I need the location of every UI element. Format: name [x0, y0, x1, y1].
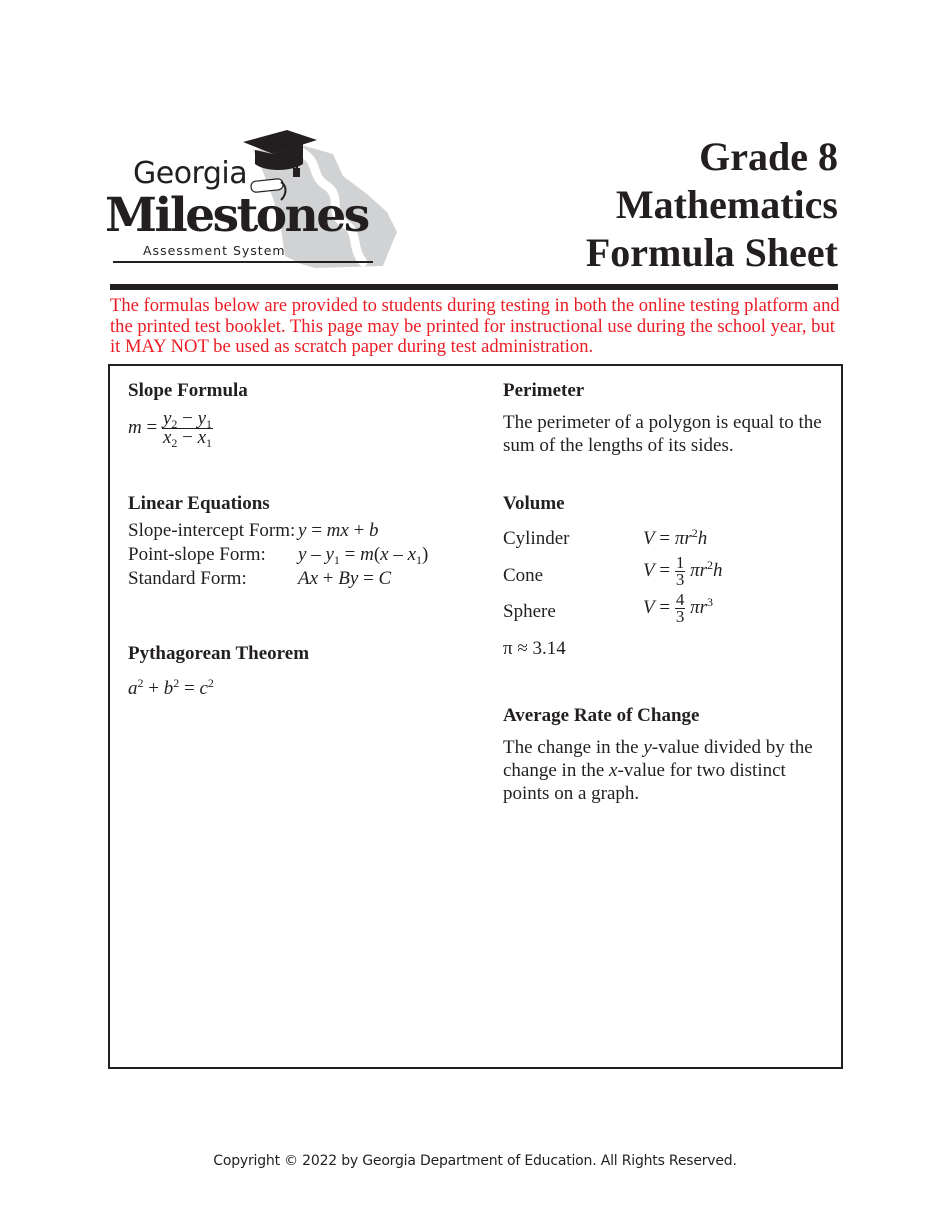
cylinder-label: Cylinder [503, 528, 570, 549]
instructions-notice: The formulas below are provided to students during testing in both the online testing platform and the printed test booklet. This page may be printed for instructional use during the school year, but it MAY NOT be used as scratch paper during test administration. [110, 295, 840, 357]
logo-subtitle: Assessment System [143, 243, 286, 258]
perimeter-line-2: sum of the lengths of its sides. [503, 435, 734, 456]
slope-formula: m = $\frac{y_2 - y_1}{x_2 - x_1}$ [128, 408, 213, 450]
georgia-milestones-logo [105, 128, 405, 273]
logo-underline [113, 261, 373, 263]
standard-form-formula: Ax + By = C [298, 568, 392, 589]
logo-georgia-text: Georgia [133, 156, 248, 191]
formula-box [108, 364, 843, 1069]
cone-label: Cone [503, 565, 544, 586]
pythagorean-formula: $a^2 + b^2 = c^2$ [128, 676, 214, 699]
title-sheet: Formula Sheet [585, 230, 838, 275]
point-slope-label: Point-slope Form: [128, 544, 266, 565]
rate-line-3: points on a graph. [503, 783, 640, 804]
copyright-footer: Copyright © 2022 by Georgia Department of Education. All Rights Reserved. [213, 1153, 737, 1169]
title-grade: Grade 8 [699, 134, 838, 179]
rate-line-1: The change in the y-value divided by the [503, 737, 813, 758]
rate-line-2: change in the x-value for two distinct [503, 760, 786, 781]
sphere-label: Sphere [503, 601, 556, 622]
cylinder-formula: $V = \pi r^2h$ [643, 526, 708, 549]
volume-heading: Volume [503, 493, 565, 514]
linear-equations-heading: Linear Equations [128, 493, 270, 514]
page-title [586, 133, 838, 277]
rate-of-change-heading: Average Rate of Change [503, 705, 700, 726]
perimeter-line-1: The perimeter of a polygon is equal to the [503, 412, 822, 433]
header-rule [110, 284, 838, 290]
pythagorean-heading: Pythagorean Theorem [128, 643, 310, 664]
logo-milestones-text: Milestones [105, 188, 368, 243]
point-slope-formula: $y - y_1 = m(x - x_1)$ [298, 544, 429, 567]
standard-form-label: Standard Form: [128, 568, 247, 589]
cone-formula: V = $\frac{1}{3}$ $\pi r^2h$ [643, 553, 723, 589]
slope-intercept-formula: y = mx + b [298, 520, 379, 541]
slope-intercept-label: Slope-intercept Form: [128, 520, 296, 541]
sphere-formula: V = $\frac{4}{3}$ $\pi r^3$ [643, 590, 713, 626]
pi-approximation: π ≈ 3.14 [503, 638, 566, 659]
perimeter-heading: Perimeter [503, 380, 585, 401]
slope-formula-heading: Slope Formula [128, 380, 248, 401]
title-subject: Mathematics [615, 182, 838, 227]
